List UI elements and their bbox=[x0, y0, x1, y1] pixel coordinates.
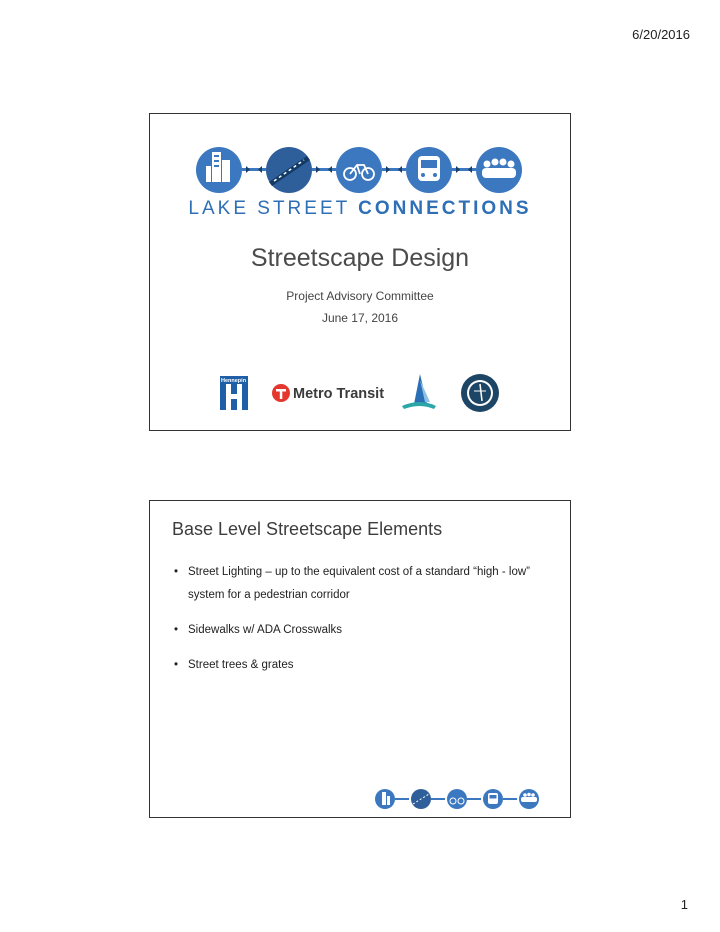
bicycle-icon bbox=[336, 147, 382, 193]
road-icon bbox=[266, 147, 312, 193]
hennepin-logo bbox=[220, 376, 248, 410]
connections-icon-chain bbox=[194, 140, 524, 200]
page-number: 1 bbox=[680, 897, 688, 912]
partner-logos bbox=[220, 372, 510, 414]
city-icon bbox=[196, 147, 242, 193]
header-date: 6/20/2016 bbox=[632, 27, 690, 42]
metro-transit-logo bbox=[272, 384, 384, 402]
title-slide bbox=[149, 113, 571, 431]
road-icon bbox=[411, 789, 431, 809]
slide-title: Streetscape Design bbox=[250, 244, 470, 272]
slide-subtitle: Project Advisory Committee bbox=[286, 289, 434, 303]
city-icon bbox=[375, 789, 395, 809]
slide-title: Base Level Streetscape Elements bbox=[172, 519, 443, 539]
metro-transit-label: Metro Transit bbox=[293, 386, 385, 402]
brand-bold: CONNECTIONS bbox=[358, 198, 532, 219]
content-slide bbox=[149, 500, 571, 818]
hennepin-label: Hennepin bbox=[221, 378, 247, 384]
people-icon bbox=[519, 789, 539, 809]
bus-icon bbox=[406, 147, 452, 193]
people-icon bbox=[476, 147, 522, 193]
bus-icon bbox=[483, 789, 503, 809]
brand-wordmark bbox=[150, 198, 570, 220]
bicycle-icon bbox=[447, 789, 467, 809]
seal-logo bbox=[461, 374, 499, 412]
list-item: • Street trees & grates bbox=[172, 654, 552, 677]
connections-icon-chain-small bbox=[375, 787, 550, 811]
bullet-list bbox=[172, 561, 552, 689]
list-item: • Street Lighting – up to the equivalent cost of a standard “high - low” system for a pedestrian corridor bbox=[172, 561, 552, 607]
slide-date: June 17, 2016 bbox=[321, 311, 399, 325]
minneapolis-logo bbox=[402, 374, 436, 409]
list-item: • Sidewalks w/ ADA Crosswalks bbox=[172, 619, 552, 642]
brand-light: LAKE STREET bbox=[188, 198, 359, 219]
